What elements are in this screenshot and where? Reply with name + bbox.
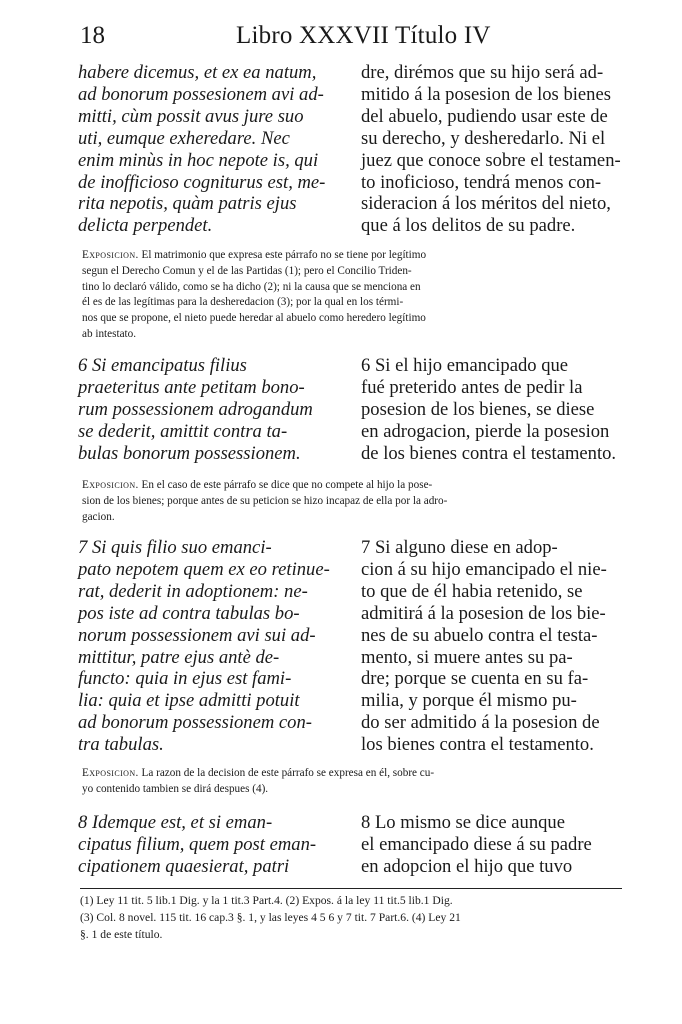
exposicion-label: Exposicion. [82,249,139,261]
exposicion-text: En el caso de este párrafo se dice que no compete al hijo la pose- sion de los bienes; porque antes de su peticion se hizo incapaz de ella por la adro- gacion. [82,479,448,523]
exposicion-label: Exposicion. [82,479,139,491]
exposicion-section-5 [82,248,622,343]
page-header [0,22,682,54]
exposicion-text: La razon de la decision de este párrafo se expresa en él, sobre cu- yo contenido tambien se dirá despues (4). [82,767,435,795]
exposicion-text: El matrimonio que expresa este párrafo no se tiene por legítimo segun el Derecho Comun y el de las Partidas (1); pero el Concilio Triden- tino lo declaró válido, como se ha dicho (2); ni la causa que se menciona en él es de las legítimas para la desheredacion (3); por la qual en los térmi- nos que se propone, el nieto puede heredar al abuelo como heredero legítimo ab intestato. [82,249,427,340]
exposicion-label: Exposicion. [82,767,139,779]
latin-text-section-7: 7 Si quis filio suo emanci- pato nepotem quem ex eo retinue- rat, dederit in adoptionem: ne- pos iste ad contra tabulas bo- norum possessionem avi sui ad- mittitur, patre ejus antè de- functo: quia in ejus est fami- lia: quia et ipse admitti potuit ad bonorum possessionem con- tra tabulas. [78,537,330,756]
exposicion-section-7 [82,766,622,798]
footnotes: (1) Ley 11 tit. 5 lib.1 Dig. y la 1 tit.3 Part.4. (2) Expos. á la ley 11 tit.5 lib.1 Dig. (3) Col. 8 novel. 115 tit. 16 cap.3 §. 1, y las leyes 4 5 6 y 7 tit. 7 Part.6. (4) Ley 21 §. 1 de este título. [80,894,461,941]
spanish-text-section-7: 7 Si alguno diese en adop- cion á su hijo emancipado el nie- to que de él habia retenido, se admitirá á la posesion de los bie- nes de su abuelo contra el testa- mento, si muere antes su pa- dre; porque se cuenta en su fa- milia, y porque él mismo pu- do ser admitido á la posesion de los bienes contra el testamento. [361,537,607,756]
exposicion-section-6 [82,478,622,525]
latin-text-section-8: 8 Idemque est, et si eman- cipatus filium, quem post eman- cipationem quaesierat, patri [78,812,317,877]
spanish-text-section-5: dre, dirémos que su hijo será ad- mitido á la posesion de los bienes del abuelo, pudiendo usar este de su derecho, y desheredarlo. Ni el juez que conoce sobre el testamen- to inoficioso, tendrá menos con- sideracion á los méritos del nieto, que á los delitos de su padre. [361,62,621,237]
spanish-text-section-6: 6 Si el hijo emancipado que fué preterido antes de pedir la posesion de los bienes, se diese en adrogacion, pierde la posesion de los bienes contra el testamento. [361,355,617,464]
spanish-text-section-8: 8 Lo mismo se dice aunque el emancipado diese á su padre en adopcion el hijo que tuvo [361,812,592,877]
latin-text-section-6: 6 Si emancipatus filius praeteritus ante petitam bono- rum possessionem adrogandum se dederit, amittit contra ta- bulas bonorum possessionem. [78,355,313,464]
footnote-divider [80,888,622,889]
latin-text-section-5: habere dicemus, et ex ea natum, ad bonorum possesionem avi ad- mitti, cùm possit avus jure suo uti, eumque exheredare. Nec enim minùs in hoc nepote is, qui de inofficioso cogniturus est, me- rita nepotis, quàm patris ejus delicta perpendet. [78,62,326,237]
running-title: Libro XXXVII Título IV [236,22,491,49]
page-number: 18 [80,22,105,49]
